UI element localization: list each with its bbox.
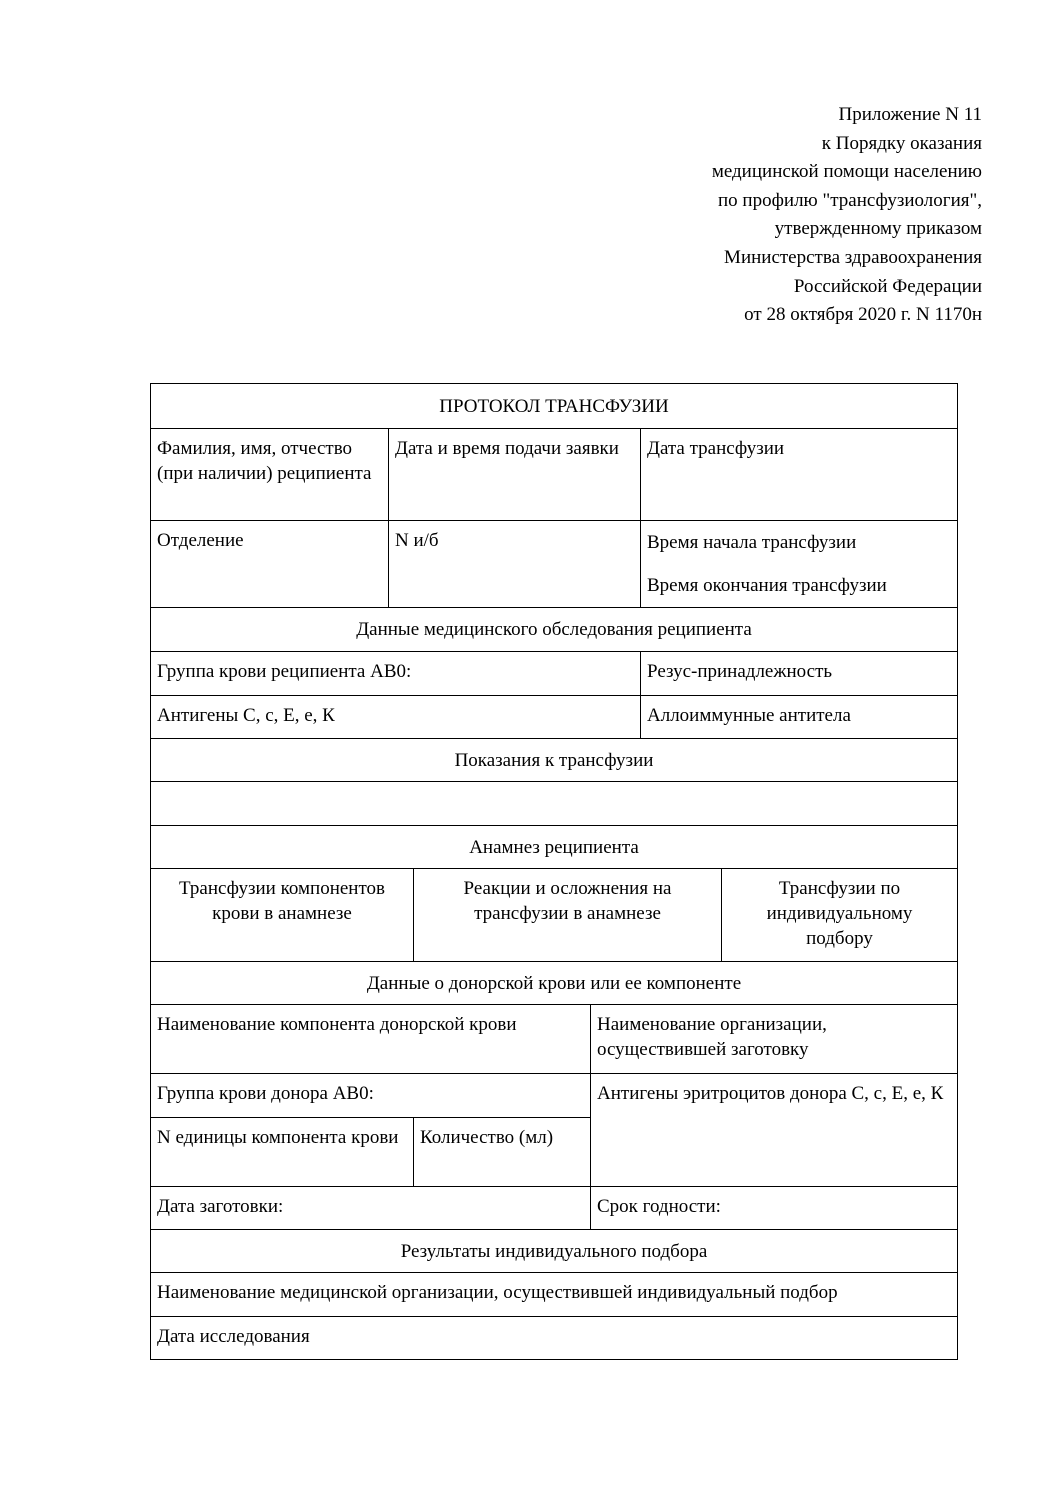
indications-section-row [151,738,957,781]
donor-section-heading: Данные о донорской крови или ее компоненте [366,972,742,994]
department-row [151,520,957,607]
transfusion-end-field[interactable]: Время окончания трансфузии [647,575,887,596]
anamnesis-section-heading: Анамнез реципиента [469,836,639,858]
case-number-field[interactable]: N и/б [388,521,640,607]
header-line: утвержденному приказом [774,218,982,240]
donor-component-row [151,1004,957,1073]
unit-number-field[interactable]: N единицы компонента крови [157,1127,399,1148]
anamnesis-individual-field[interactable]: Трансфузии по индивидуальному подбору [721,869,957,961]
transfusion-date-field[interactable]: Дата трансфузии [640,429,957,520]
donor-details-row [151,1073,957,1186]
study-date-row [151,1316,957,1359]
header-line: Российской Федерации [793,275,982,297]
donor-blood-group-field[interactable]: Группа крови донора АВ0: [157,1083,374,1104]
transfusion-protocol-form [150,383,958,1360]
recipient-blood-group-field[interactable]: Группа крови реципиента АВ0: [157,661,412,682]
blood-group-row [151,651,957,695]
donor-component-field[interactable]: Наименование компонента донорской крови [157,1014,517,1035]
indications-field[interactable] [151,782,957,825]
exam-section-row [151,607,957,651]
dates-row [151,1186,957,1229]
individual-section-row [151,1229,957,1272]
header-line: к Порядку оказания [821,132,982,154]
department-field[interactable]: Отделение [157,530,244,551]
individual-org-row [151,1272,957,1316]
individual-section-heading: Результаты индивидуального подбора [400,1240,708,1262]
header-line: от 28 октября 2020 г. N 1170н [744,304,982,326]
form-title-row [151,384,957,428]
header-line: Министерства здравоохранения [724,246,982,268]
exam-section-heading: Данные медицинского обследования реципиента [356,619,752,640]
donor-org-field[interactable]: Наименование организации, осуществившей заготовку [590,1005,957,1073]
antigens-field[interactable]: Антигены С, с, Е, е, К [157,705,335,726]
anamnesis-transfusions-field[interactable]: Трансфузии компонентов крови в анамнезе [179,878,385,924]
request-datetime-field[interactable]: Дата и время подачи заявки [388,429,640,520]
donor-section-row [151,961,957,1004]
header-line: Приложение N 11 [838,104,982,125]
header-line: по профилю "трансфузиология", [718,189,982,211]
antigens-row [151,695,957,738]
quantity-field[interactable]: Количество (мл) [413,1118,590,1186]
study-date-field[interactable]: Дата исследования [157,1326,310,1347]
transfusion-start-field[interactable]: Время начала трансфузии [647,532,857,553]
anamnesis-section-row [151,825,957,868]
alloimmune-field[interactable]: Аллоиммунные антитела [640,696,957,738]
donor-antigens-field[interactable]: Антигены эритроцитов донора С, с, Е, е, К [590,1074,957,1186]
anamnesis-row [151,868,957,961]
indications-section-heading: Показания к трансфузии [454,749,654,771]
anamnesis-reactions-field[interactable]: Реакции и осложнения на трансфузии в анамнезе [413,869,721,961]
appendix-header [712,101,982,330]
indications-value-row [151,781,957,825]
recipient-name-field[interactable]: Фамилия, имя, отчество (при наличии) реципиента [157,438,372,484]
form-title: ПРОТОКОЛ ТРАНСФУЗИИ [439,395,669,417]
rh-factor-field[interactable]: Резус-принадлежность [640,652,957,695]
collection-date-field[interactable]: Дата заготовки: [157,1196,284,1217]
individual-org-field[interactable]: Наименование медицинской организации, осуществившей индивидуальный подбор [157,1282,838,1303]
header-line: медицинской помощи населению [711,161,982,183]
transfusion-time-cell [640,521,957,607]
expiry-date-field[interactable]: Срок годности: [590,1187,957,1229]
recipient-row [151,428,957,520]
